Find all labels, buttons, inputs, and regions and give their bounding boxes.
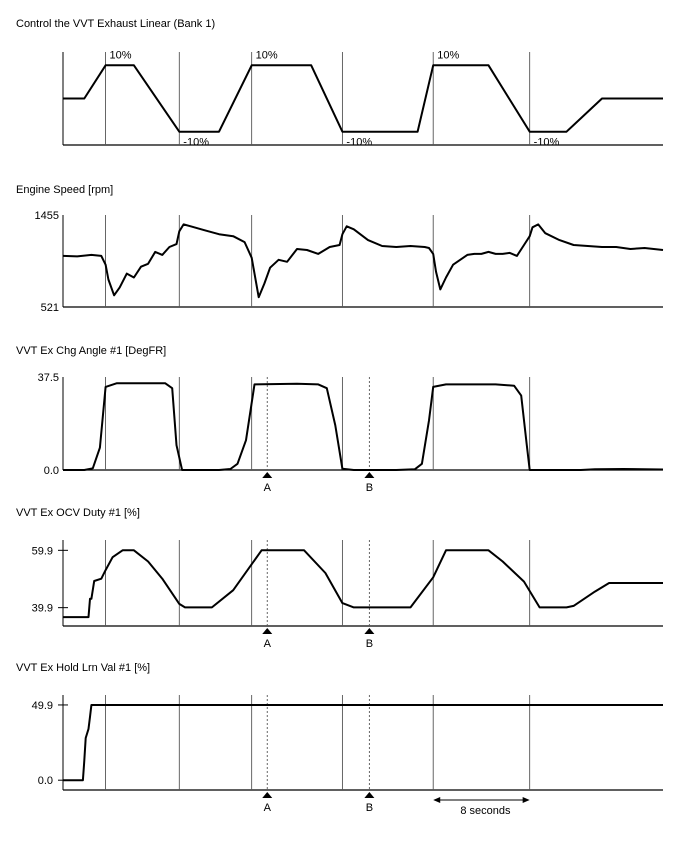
y-tick-label-4-2: 39.9 <box>31 602 53 615</box>
marker-label-B-3: B <box>365 482 374 494</box>
y-tick-label-4-1: 59.9 <box>31 545 53 558</box>
level-label-3: 10% <box>255 49 278 62</box>
span-arrow-right <box>523 797 530 803</box>
span-label: 8 seconds <box>460 805 511 817</box>
span-arrow-left <box>433 797 440 803</box>
y-tick-label-2-1: 1455 <box>34 210 59 222</box>
y-tick-label-3-1: 37.5 <box>37 372 59 384</box>
marker-triangle-A-4 <box>262 628 272 634</box>
series-line-1 <box>63 65 663 131</box>
y-tick-label-3-2: 0.0 <box>43 465 59 477</box>
series-line-5 <box>63 705 663 780</box>
marker-triangle-A-3 <box>262 472 272 478</box>
series-line-3 <box>63 383 663 470</box>
y-tick-label-2-2: 521 <box>40 302 59 314</box>
panel-title-3: VVT Ex Chg Angle #1 [DegFR] <box>16 345 167 357</box>
panel-title-5: VVT Ex Hold Lrn Val #1 [%] <box>16 662 151 674</box>
marker-label-B-4: B <box>365 638 374 650</box>
marker-triangle-B-3 <box>364 472 374 478</box>
level-label-4: -10% <box>346 136 373 149</box>
series-line-4 <box>63 550 663 617</box>
level-label-2: -10% <box>183 136 209 149</box>
level-label-5: 10% <box>437 49 460 62</box>
marker-triangle-B-4 <box>364 628 374 634</box>
series-line-2 <box>63 224 663 297</box>
marker-label-A-4: A <box>263 638 271 650</box>
marker-label-A-5: A <box>263 802 271 814</box>
marker-triangle-A-5 <box>262 792 272 798</box>
marker-label-B-5: B <box>365 802 374 814</box>
y-tick-label-5-1: 49.9 <box>31 699 53 712</box>
panel-title-4: VVT Ex OCV Duty #1 [%] <box>16 507 140 519</box>
panel-title-2: Engine Speed [rpm] <box>16 184 114 196</box>
y-tick-label-5-2: 0.0 <box>37 775 53 788</box>
marker-triangle-B-5 <box>364 792 374 798</box>
panel-title-1: Control the VVT Exhaust Linear (Bank 1) <box>16 18 216 30</box>
level-label-6: -10% <box>533 136 560 149</box>
marker-label-A-3: A <box>263 482 271 494</box>
level-label-1: 10% <box>109 49 132 62</box>
